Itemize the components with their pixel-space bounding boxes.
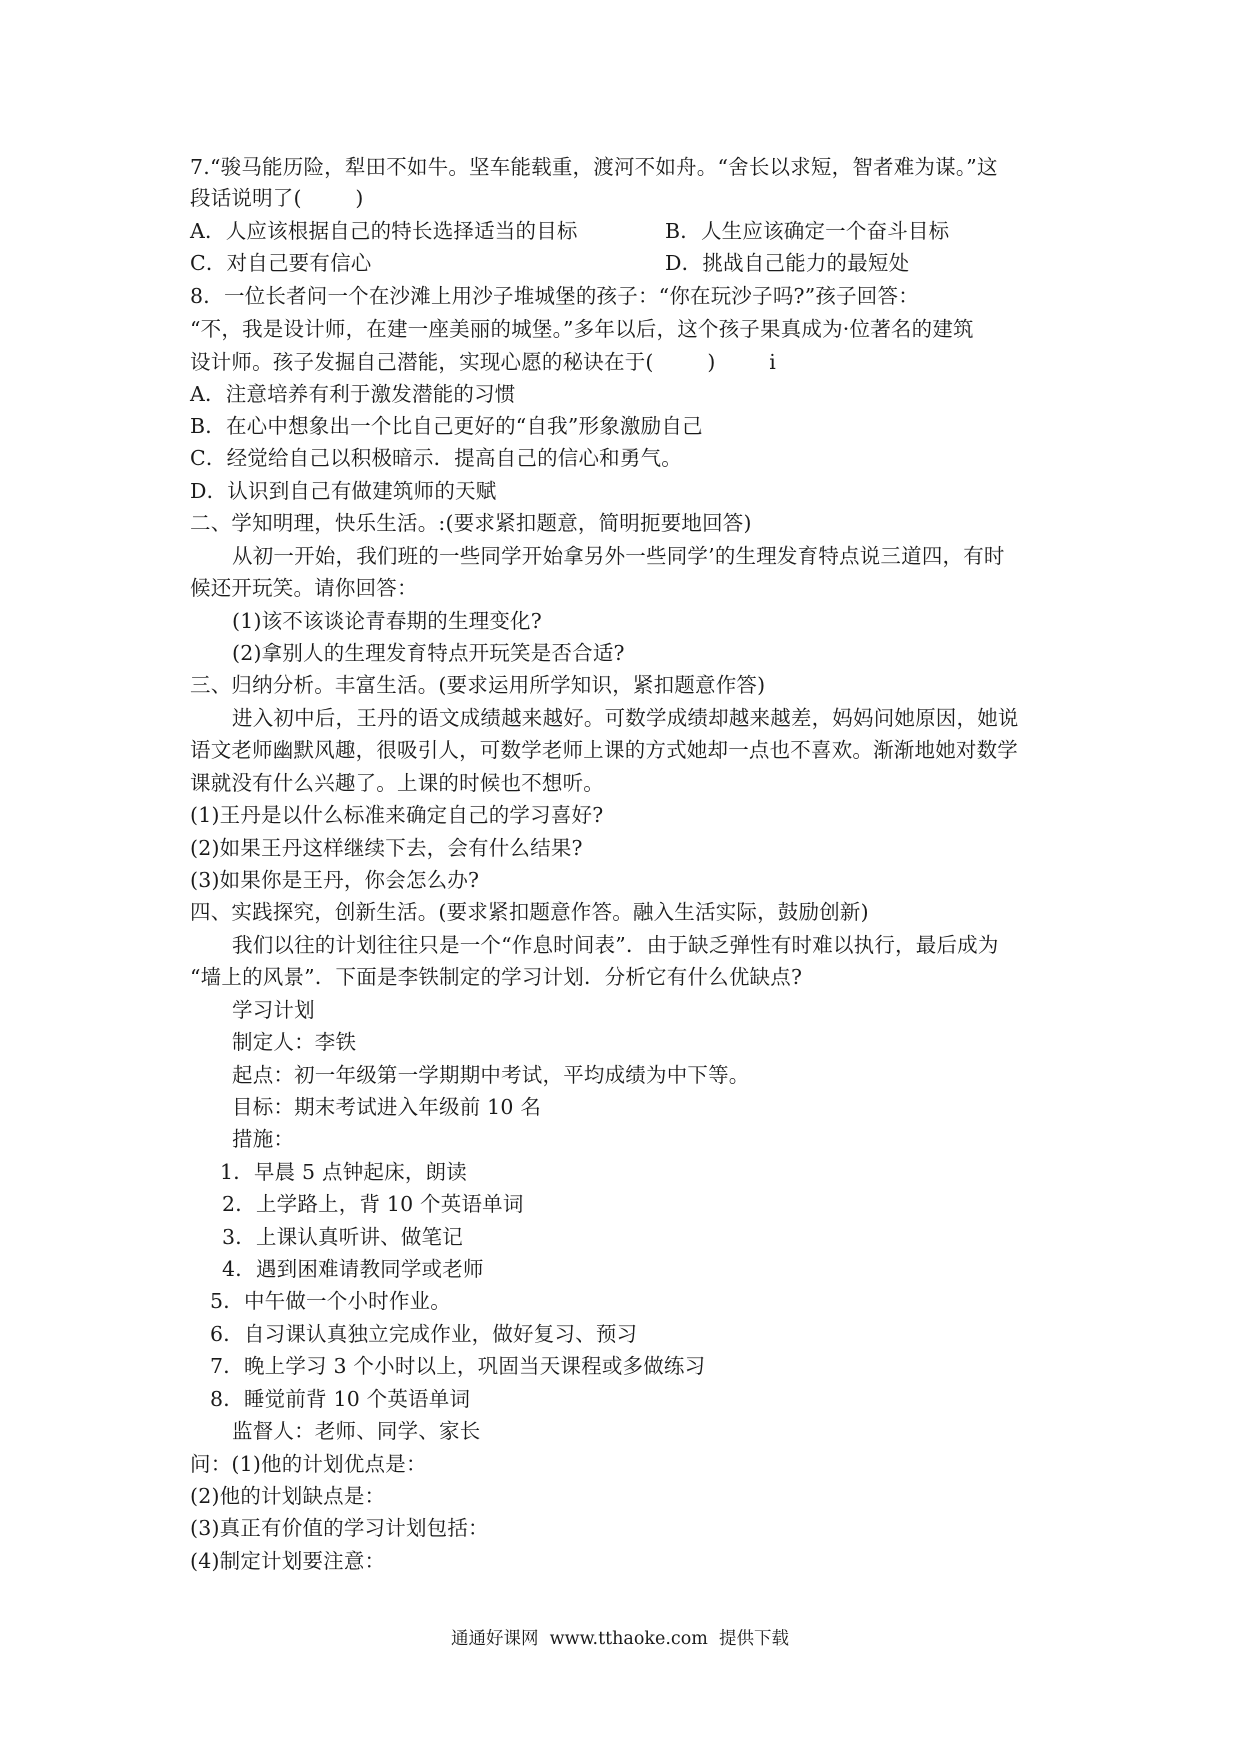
- plan-measures-label: 措施：: [232, 1127, 295, 1151]
- section4-heading: 四、实践探究，创新生活。(要求紧扣题意作答。融入生活实际，鼓励创新): [190, 900, 869, 924]
- plan-author: 制定人：李铁: [232, 1030, 357, 1054]
- plan-measure-item: 5．中午做一个小时作业。: [210, 1289, 451, 1313]
- q8-option-a: A．注意培养有利于激发潜能的习惯: [190, 382, 516, 406]
- plan-measure-item: 6．自习课认真独立完成作业，做好复习、预习: [210, 1322, 638, 1346]
- q8-option-d: D．认识到自己有做建筑师的天赋: [190, 479, 497, 503]
- section2-heading: 二、学知明理，快乐生活。:(要求紧扣题意，简明扼要地回答): [190, 511, 752, 535]
- section3-para-line3: 课就没有什么兴趣了。上课的时候也不想听。: [190, 771, 604, 795]
- section3-para-line2: 语文老师幽默风趣，很吸引人，可数学老师上课的方式她却一点也不喜欢。渐渐地她对数学: [190, 738, 1018, 762]
- plan-measure-item: 7．晚上学习 3 个小时以上，巩固当天课程或多做练习: [210, 1354, 706, 1378]
- q8-stem-line3: 设计师。孩子发掘自己潜能，实现心愿的秘诀在于( ) i: [190, 350, 777, 374]
- plan-title: 学习计划: [232, 998, 315, 1022]
- section3-question-3: (3)如果你是王丹，你会怎么办?: [190, 868, 480, 892]
- plan-start: 起点：初一年级第一学期期中考试，平均成绩为中下等。: [232, 1063, 750, 1087]
- q7-option-b: B．人生应该确定一个奋斗目标: [665, 219, 950, 243]
- q8-stem-line2: “不，我是设计师，在建一座美丽的城堡。”多年以后，这个孩子果真成为·位著名的建筑: [190, 317, 974, 341]
- plan-measure-item: 3．上课认真听讲、做笔记: [222, 1225, 463, 1249]
- section3-para-line1: 进入初中后，王丹的语文成绩越来越好。可数学成绩却越来越差，妈妈问她原因，她说: [232, 706, 1019, 730]
- section2-para-line2: 候还开玩笑。请你回答：: [190, 576, 418, 600]
- section3-question-1: (1)王丹是以什么标准来确定自己的学习喜好?: [190, 803, 604, 827]
- q8-option-c: C．经觉给自己以积极暗示．提高自己的信心和勇气。: [190, 446, 682, 470]
- page-footer: 通通好课网 www.tthaoke.com 提供下载: [451, 1629, 789, 1649]
- q7-option-d: D．挑战自己能力的最短处: [665, 251, 910, 275]
- section3-heading: 三、归纳分析。丰富生活。(要求运用所学知识，紧扣题意作答): [190, 673, 766, 697]
- section4-ask-2: (2)他的计划缺点是：: [190, 1484, 386, 1508]
- section4-para-line2: “墙上的风景”．下面是李铁制定的学习计划．分析它有什么优缺点?: [190, 965, 803, 989]
- section2-question-2: (2)拿别人的生理发育特点开玩笑是否合适?: [232, 641, 625, 665]
- q8-stem-line1: 8．一位长者问一个在沙滩上用沙子堆城堡的孩子：“你在玩沙子吗?”孩子回答：: [190, 284, 919, 308]
- section3-question-2: (2)如果王丹这样继续下去，会有什么结果?: [190, 836, 583, 860]
- plan-measure-item: 4．遇到困难请教同学或老师: [222, 1257, 484, 1281]
- q8-option-b: B．在心中想象出一个比自己更好的“自我”形象激励自己: [190, 414, 703, 438]
- plan-measure-item: 8．睡觉前背 10 个英语单词: [210, 1387, 471, 1411]
- plan-supervisor: 监督人：老师、同学、家长: [232, 1419, 481, 1443]
- section2-question-1: (1)该不该谈论青春期的生理变化?: [232, 609, 542, 633]
- q7-stem-line1: 7.“骏马能历险，犁田不如牛。坚车能载重，渡河不如舟。“舍长以求短，智者难为谋。”这: [190, 155, 998, 179]
- q7-option-a: A．人应该根据自己的特长选择适当的目标: [190, 219, 578, 243]
- section4-ask-3: (3)真正有价值的学习计划包括：: [190, 1516, 489, 1540]
- section4-ask-1: 问：(1)他的计划优点是：: [190, 1452, 427, 1476]
- plan-measure-item: 1．早晨 5 点钟起床，朗读: [220, 1160, 467, 1184]
- q7-option-c: C．对自己要有信心: [190, 251, 372, 275]
- section4-ask-4: (4)制定计划要注意：: [190, 1549, 386, 1573]
- q7-stem-line2: 段话说明了( ): [190, 186, 364, 210]
- section4-para-line1: 我们以往的计划往往只是一个“作息时间表”．由于缺乏弹性有时难以执行，最后成为: [232, 933, 999, 957]
- plan-goal: 目标：期末考试进入年级前 10 名: [232, 1095, 542, 1119]
- section2-para-line1: 从初一开始，我们班的一些同学开始拿另外一些同学’的生理发育特点说三道四，有时: [232, 544, 1005, 568]
- plan-measure-item: 2．上学路上，背 10 个英语单词: [222, 1192, 524, 1216]
